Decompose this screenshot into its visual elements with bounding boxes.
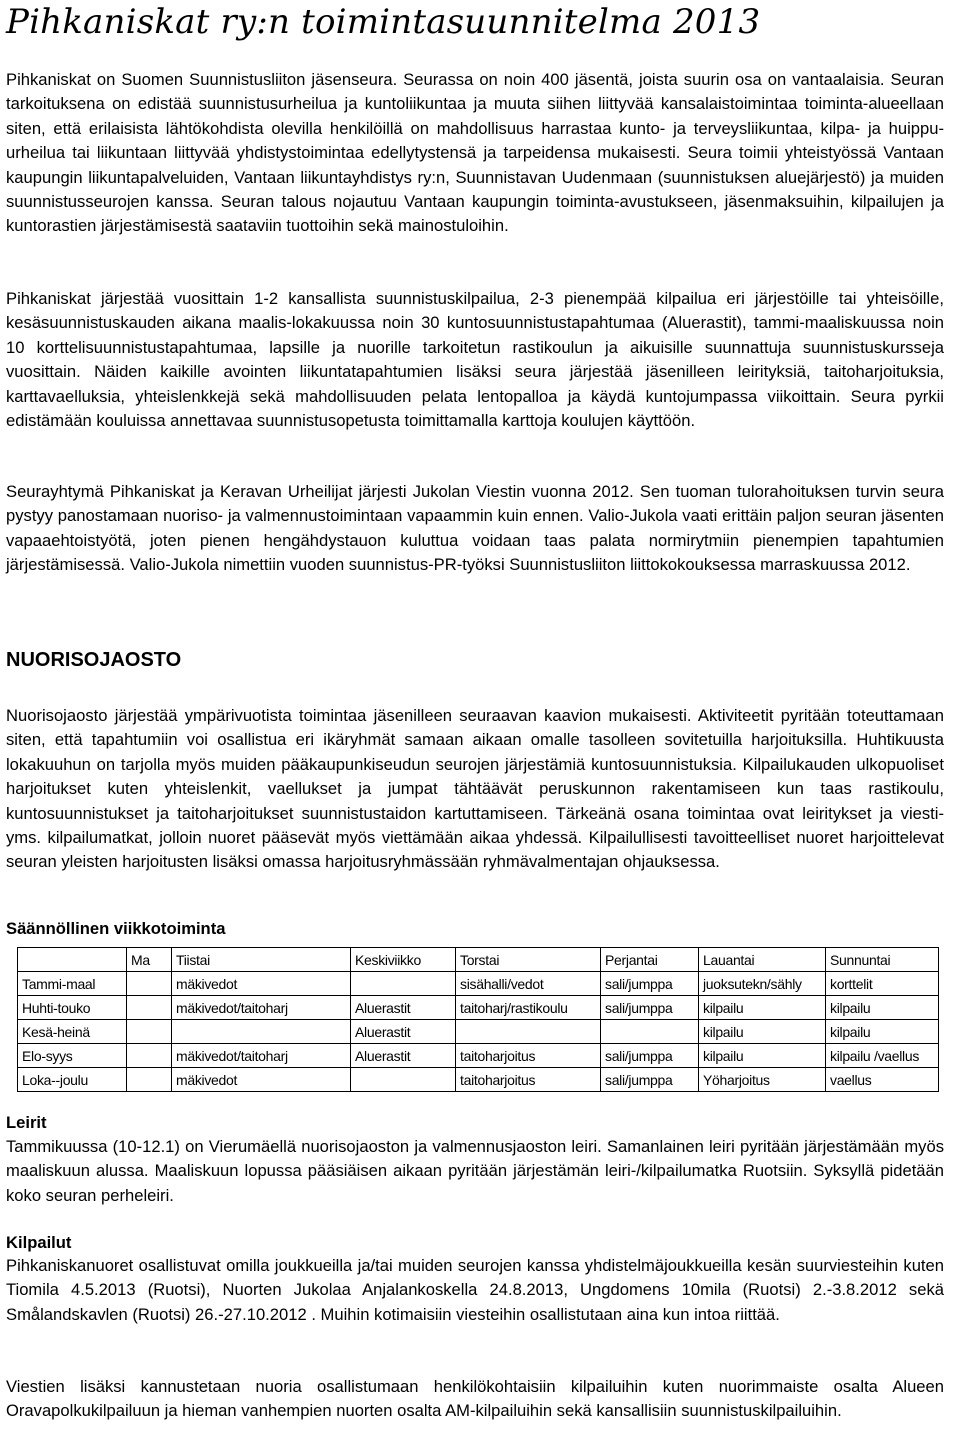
table-cell: kilpailu <box>699 1020 826 1044</box>
table-cell <box>127 996 172 1020</box>
header-cell-torstai: Torstai <box>456 948 601 972</box>
table-cell: Tammi-maal <box>18 972 127 996</box>
table-cell: kilpailu <box>699 996 826 1020</box>
table-cell: kilpailu /vaellus <box>826 1044 939 1068</box>
table-cell: sisähalli/vedot <box>456 972 601 996</box>
table-cell: kilpailu <box>699 1044 826 1068</box>
header-cell-lauantai: Lauantai <box>699 948 826 972</box>
table-cell: sali/jumppa <box>601 1068 699 1092</box>
section-heading-viikkotoiminta: Säännöllinen viikkotoiminta <box>6 919 226 938</box>
intro-paragraph-2: Pihkaniskat järjestää vuosittain 1-2 kansallista suunnistuskilpailua, 2-3 pienempää kilpailua eri järjestöille tai yhteisöille, kesäsuunnistuskauden aikana maalis-lokakuussa noin 30 kuntosuunnistustapahtumaa (Aluerastit), tammi-maaliskuussa noin 10 korttelisuunnistustapahtumaa, lapsille ja nuorille tarkoitetun rastikoulun ja aikuisille suunnattuja suunnistuskursseja vuosittain. Näiden kaikille avointen liikuntatapahtumien lisäksi seura järjestää jäsenilleen leirityksiä, taitoharjoituksia, karttavaelluksia, yhteislenkkejä sekä mahdollisuuden pelata lentopalloa ja käydä kuntojumpassa viikoittain. Seura pyrkii edistämään kouluissa annettavaa suunnistusopetusta toimittamalla karttoja koulujen käyttöön. <box>6 289 944 431</box>
table-cell: Huhti-touko <box>18 996 127 1020</box>
table-row <box>18 1020 939 1044</box>
table-cell: kilpailu <box>826 1020 939 1044</box>
table-cell <box>456 1020 601 1044</box>
table-cell: Aluerastit <box>351 996 456 1020</box>
table-cell: taitoharj/rastikoulu <box>456 996 601 1020</box>
table-cell: Loka--joulu <box>18 1068 127 1092</box>
section-heading-kilpailut: Kilpailut <box>6 1233 72 1252</box>
table-cell: Aluerastit <box>351 1020 456 1044</box>
table-cell <box>351 1068 456 1092</box>
header-cell-tiistai: Tiistai <box>172 948 351 972</box>
table-row <box>18 1044 939 1068</box>
table-cell: vaellus <box>826 1068 939 1092</box>
table-cell <box>127 1044 172 1068</box>
table-cell <box>127 972 172 996</box>
table-cell: taitoharjoitus <box>456 1044 601 1068</box>
table-cell: taitoharjoitus <box>456 1068 601 1092</box>
leirit-paragraph: Tammikuussa (10-12.1) on Vierumäellä nuorisojaoston ja valmennusjaoston leiri. Samanlainen leiri pyritään järjestämään myös maaliskuun alussa. Maaliskuun lopussa pääsiäisen aikaan pyritään järjestämän leiri-/kilpailumatka Ruotsiin. Syksyllä pidetään koko seuran perheleiri. <box>6 1137 944 1205</box>
table-cell: sali/jumppa <box>601 1044 699 1068</box>
table-cell: Kesä-heinä <box>18 1020 127 1044</box>
intro-paragraph-1: Pihkaniskat on Suomen Suunnistusliiton jäsenseura. Seurassa on noin 400 jäsentä, joista suurin osa on vantaalaisia. Seuran tarkoituksena on edistää suunnistusurheilua ja kuntoliikuntaa ja muuta siihen liittyvää kansalaistoimintaa toiminta-alueellaan siten, että erilaisista lähtökohdista olevilla henkilöillä on mahdollisuus harrastaa kunto- ja terveysliikuntaa, kilpa- ja huippu-urheilua tai liikuntaan liittyvää yhdistystoimintaa edellytystensä ja tarpeidensa mukaisesti. Seura toimii yhteistyössä Vantaan kaupungin liikuntapalveluiden, Vantaan liikuntayhdistys ry:n, Suunnistavan Uudenmaan (suunnistuksen aluejärjestö) ja muiden suunnistusseurojen kanssa. Seuran talous nojautuu Vantaan kaupungin toiminta-avustukseen, jäsenmaksuihin, kilpailujen ja kuntorastien järjestämisestä saataviin tuottoihin sekä mainostuloihin. <box>6 70 944 236</box>
table-row <box>18 996 939 1020</box>
nuoriso-paragraph: Nuorisojaosto järjestää ympärivuotista toimintaa jäsenilleen seuraavan kaavion mukaisesti. Aktiviteetit pyritään toteuttamaan siten, että tapahtumiin voi osallistua eri ikäryhmät samaan aikaan omalle tasolleen sovitetuilla harjoituksilla. Huhtikuusta lokakuuhun on tarjolla myös muiden pääkaupunkiseudun seurojen järjestämiä kuntosuunnistuksia. Kilpailukauden ulkopuoliset harjoitukset kuten yhteislenkit, vaellukset ja jumpat tähtäävät peruskunnon rakentamiseen kun taas rastikoulu, kuntosuunnistukset ja taitoharjoitukset suunnistustaidon kartuttamiseen. Tärkeänä osana toimintaa ovat leiritykset ja viesti- yms. kilpailumatkat, jolloin nuoret pääsevät myös viettämään aikaa yhdessä. Kilpailullisesti tavoitteelliset nuoret harjoittelevat seuran yleisten harjoitusten lisäksi omassa harjoitusryhmässään ryhmävalmentajan ohjauksessa. <box>6 706 944 872</box>
table-cell: Elo-syys <box>18 1044 127 1068</box>
table-cell: mäkivedot <box>172 1068 351 1092</box>
table-cell: sali/jumppa <box>601 996 699 1020</box>
table-cell: juoksutekn/sähly <box>699 972 826 996</box>
header-cell-sunnuntai: Sunnuntai <box>826 948 939 972</box>
section-heading-nuorisojaosto: NUORISOJAOSTO <box>6 649 182 671</box>
table-cell <box>351 972 456 996</box>
table-header-row <box>18 948 939 972</box>
table-cell: mäkivedot/taitoharj <box>172 996 351 1020</box>
table-row <box>18 972 939 996</box>
kilpailut-paragraph-2: Viestien lisäksi kannustetaan nuoria osallistumaan henkilökohtaisiin kilpailuihin kuten nuorimmaiste osalta Alueen Oravapolkukilpailuun ja hieman vanhempien nuorten osalta AM-kilpailuihin sekä kansallisiin suunnistuskilpailuihin. <box>6 1377 944 1421</box>
header-cell-corner <box>18 948 127 972</box>
table-cell <box>172 1020 351 1044</box>
header-cell-ma: Ma <box>127 948 172 972</box>
table-cell: Aluerastit <box>351 1044 456 1068</box>
table-cell: mäkivedot/taitoharj <box>172 1044 351 1068</box>
table-cell: sali/jumppa <box>601 972 699 996</box>
page-title: Pihkaniskat ry:n toimintasuunnitelma 2013 <box>6 2 761 42</box>
header-cell-perjantai: Perjantai <box>601 948 699 972</box>
header-cell-keskiviikko: Keskiviikko <box>351 948 456 972</box>
table-cell: kilpailu <box>826 996 939 1020</box>
kilpailut-paragraph-1: Pihkaniskanuoret osallistuvat omilla joukkueilla ja/tai muiden seurojen kanssa yhdistelmäjoukkueilla kesän suurviesteihin kuten Tiomila 4.5.2013 (Ruotsi), Nuorten Jukolaa Anjalankoskella 24.8.2013, Ungdomens 10mila (Ruotsi) 2.-3.8.2012 sekä Smålandskavlen (Ruotsi) 26.-27.10.2012 . Muihin kotimaisiin viesteihin osallistutaan aina kun intoa riittää. <box>6 1256 944 1324</box>
table-cell <box>601 1020 699 1044</box>
table-cell: korttelit <box>826 972 939 996</box>
section-heading-leirit: Leirit <box>6 1113 47 1132</box>
table-cell: mäkivedot <box>172 972 351 996</box>
table-cell: Yöharjoitus <box>699 1068 826 1092</box>
weekly-schedule-table <box>17 947 939 1092</box>
table-cell <box>127 1020 172 1044</box>
table-cell <box>127 1068 172 1092</box>
intro-paragraph-3: Seurayhtymä Pihkaniskat ja Keravan Urheilijat järjesti Jukolan Viestin vuonna 2012. Sen tuoman tulorahoituksen turvin seura pystyy panostamaan nuoriso- ja valmennustoimintaan vapaammin kuin ennen. Valio-Jukola vaati erittäin paljon seuran jäsenten vapaaehtoistyötä, joten pienen hengähdystauon kuluttua voidaan taas palata normirytmiin pienempien tapahtumien järjestämisessä. Valio-Jukola nimettiin vuoden suunnistus-PR-työksi Suunnistusliiton liittokokouksessa marraskuussa 2012. <box>6 482 944 575</box>
table-row <box>18 1068 939 1092</box>
